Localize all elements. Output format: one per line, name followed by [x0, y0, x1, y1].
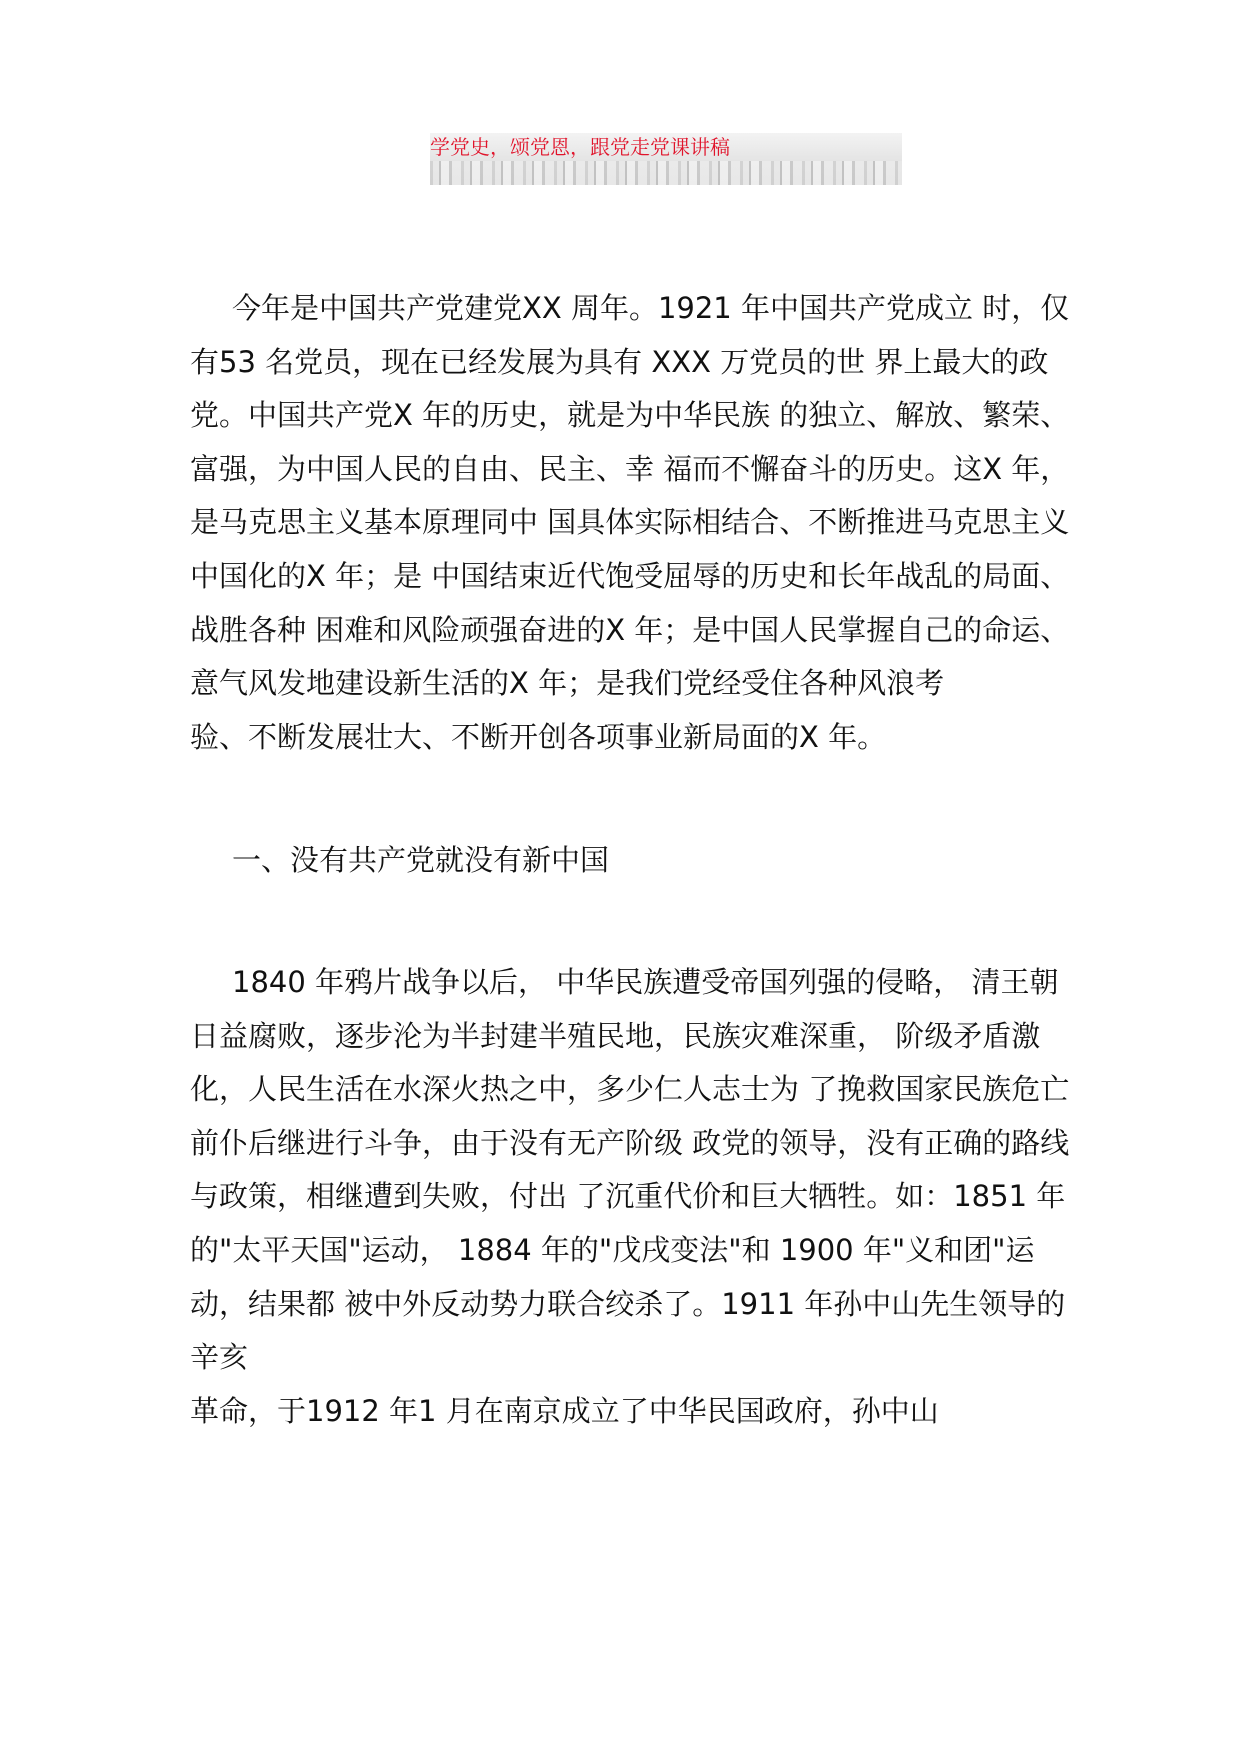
section-heading: 一、没有共产党就没有新中国: [232, 843, 610, 878]
document-body: [190, 282, 1070, 1438]
paragraph-history-continued: 革命，于1912 年1 月在南京成立了中华民国政府，孙中山: [190, 1393, 939, 1428]
paragraph-intro-continued: 验、不断发展壮大、不断开创各项事业新局面的X 年。: [190, 719, 887, 754]
paragraph-intro: 今年是中国共产党建党XX 周年。1921 年中国共产党成立 时，仅有53 名党员，现在已经发展为具有 XXX 万党员的世 界上最大的政党。中国共产党X 年的历史，就是为中华民族 的独立、解放、繁荣、富强，为中国人民的自由、民主、幸 福而不懈奋斗的历史。这X 年，是马克思主义基本原理同中 国具体实际相结合、不断推进马克思主义中国化的X 年；是 中国结束近代饱受屈辱的历史和长年战乱的局面、战胜各种 困难和风险顽强奋进的X 年；是中国人民掌握自己的命运、 意气风发地建设新生活的X 年；是我们党经受住各种风浪考: [190, 291, 1070, 701]
header-banner: [430, 133, 902, 185]
banner-texture: [430, 161, 902, 185]
paragraph-history: 1840 年鸦片战争以后， 中华民族遭受帝国列强的侵略， 清王朝日益腐败，逐步沦为半封建半殖民地，民族灾难深重， 阶级矛盾激化，人民生活在水深火热之中，多少仁人志士为 了挽救国家民族危亡前仆后继进行斗争，由于没有无产阶级 政党的领导，没有正确的路线与政策，相继遭到失败，付出 了沉重代价和巨大牺牲。如：1851 年的"太平天国"运动， 1884 年的"戊戌变法"和 1900 年"义和团"运动，结果都 被中外反动势力联合绞杀了。1911 年孙中山先生领导的辛亥: [190, 964, 1070, 1375]
banner-title: 学党史，颂党恩，跟党走党课讲稿: [430, 135, 730, 159]
